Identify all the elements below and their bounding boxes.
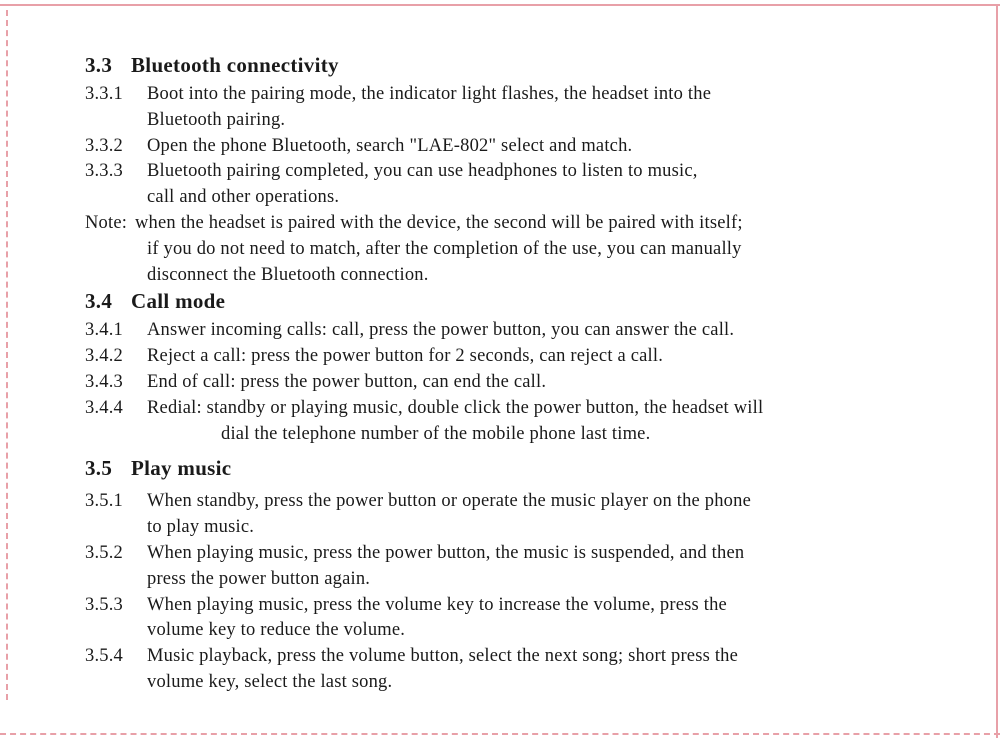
item-text-line: call and other operations.: [147, 187, 340, 208]
page-border-left: [6, 10, 8, 700]
item-text-line: volume key, select the last song.: [147, 671, 393, 692]
note-text-line: when the headset is paired with the device, the second will be paired with itself;: [135, 212, 743, 233]
section-title: Play music: [131, 456, 232, 481]
item-text-line: Music playback, press the volume button, select the next song; short press the: [147, 646, 739, 667]
section-number: 3.5: [85, 456, 113, 481]
list-item: [85, 644, 965, 696]
item-number: 3.5.4: [85, 646, 123, 667]
item-number: 3.4.4: [85, 397, 123, 418]
item-text-line: Answer incoming calls: call, press the power button, you can answer the call.: [147, 320, 735, 341]
item-number: 3.5.3: [85, 594, 123, 615]
item-number: 3.5.1: [85, 491, 123, 512]
item-number: 3.4.3: [85, 371, 123, 392]
item-number: 3.3.2: [85, 135, 123, 156]
list-item: [85, 318, 965, 344]
note-label: Note:: [85, 212, 128, 233]
item-text-line: When playing music, press the volume key to increase the volume, press the: [147, 594, 727, 615]
section-title: Bluetooth connectivity: [131, 53, 339, 77]
manual-content: [85, 52, 965, 696]
list-item: [85, 159, 965, 211]
item-text-line: End of call: press the power button, can end the call.: [147, 371, 547, 392]
item-text-line: dial the telephone number of the mobile phone last time.: [221, 423, 651, 444]
page-border-top: [0, 4, 1000, 6]
item-text-line: Boot into the pairing mode, the indicator light flashes, the headset into the: [147, 84, 712, 104]
item-text-line: Bluetooth pairing completed, you can use headphones to listen to music,: [147, 161, 698, 182]
item-number: 3.5.2: [85, 542, 123, 563]
item-text-line: Reject a call: press the power button for 2 seconds, can reject a call.: [147, 346, 664, 367]
item-number: 3.4.1: [85, 320, 123, 341]
item-text-line: volume key to reduce the volume.: [147, 620, 406, 641]
section-number: 3.3: [85, 53, 113, 77]
list-item: [85, 541, 965, 593]
page-border-right: [996, 4, 998, 738]
item-text-line: press the power button again.: [147, 568, 371, 589]
note-text-line: disconnect the Bluetooth connection.: [147, 264, 429, 285]
item-text-line: to play music.: [147, 517, 255, 538]
note-text-line: if you do not need to match, after the completion of the use, you can manually: [147, 238, 742, 259]
list-item: [85, 82, 965, 134]
item-number: 3.3.1: [85, 84, 123, 104]
list-item: [85, 370, 965, 396]
list-item: [85, 396, 965, 448]
section-heading-bluetooth: [85, 52, 965, 78]
item-text-line: When standby, press the power button or operate the music player on the phone: [147, 491, 751, 512]
item-text-line: Bluetooth pairing.: [147, 109, 286, 130]
item-text-line: Redial: standby or playing music, double click the power button, the headset will: [147, 397, 764, 418]
page-border-bottom: [0, 733, 1000, 735]
list-item: [85, 134, 965, 160]
list-item: [85, 489, 965, 541]
section-title: Call mode: [131, 289, 226, 314]
list-item: [85, 593, 965, 645]
list-item: [85, 344, 965, 370]
section-heading-play-music: [85, 455, 965, 481]
section-number: 3.4: [85, 289, 113, 314]
item-number: 3.3.3: [85, 161, 123, 182]
item-text-line: Open the phone Bluetooth, search "LAE-802" select and match.: [147, 135, 633, 156]
note-item: [85, 211, 965, 288]
item-number: 3.4.2: [85, 346, 123, 367]
section-heading-call-mode: [85, 288, 965, 314]
item-text-line: When playing music, press the power button, the music is suspended, and then: [147, 542, 745, 563]
